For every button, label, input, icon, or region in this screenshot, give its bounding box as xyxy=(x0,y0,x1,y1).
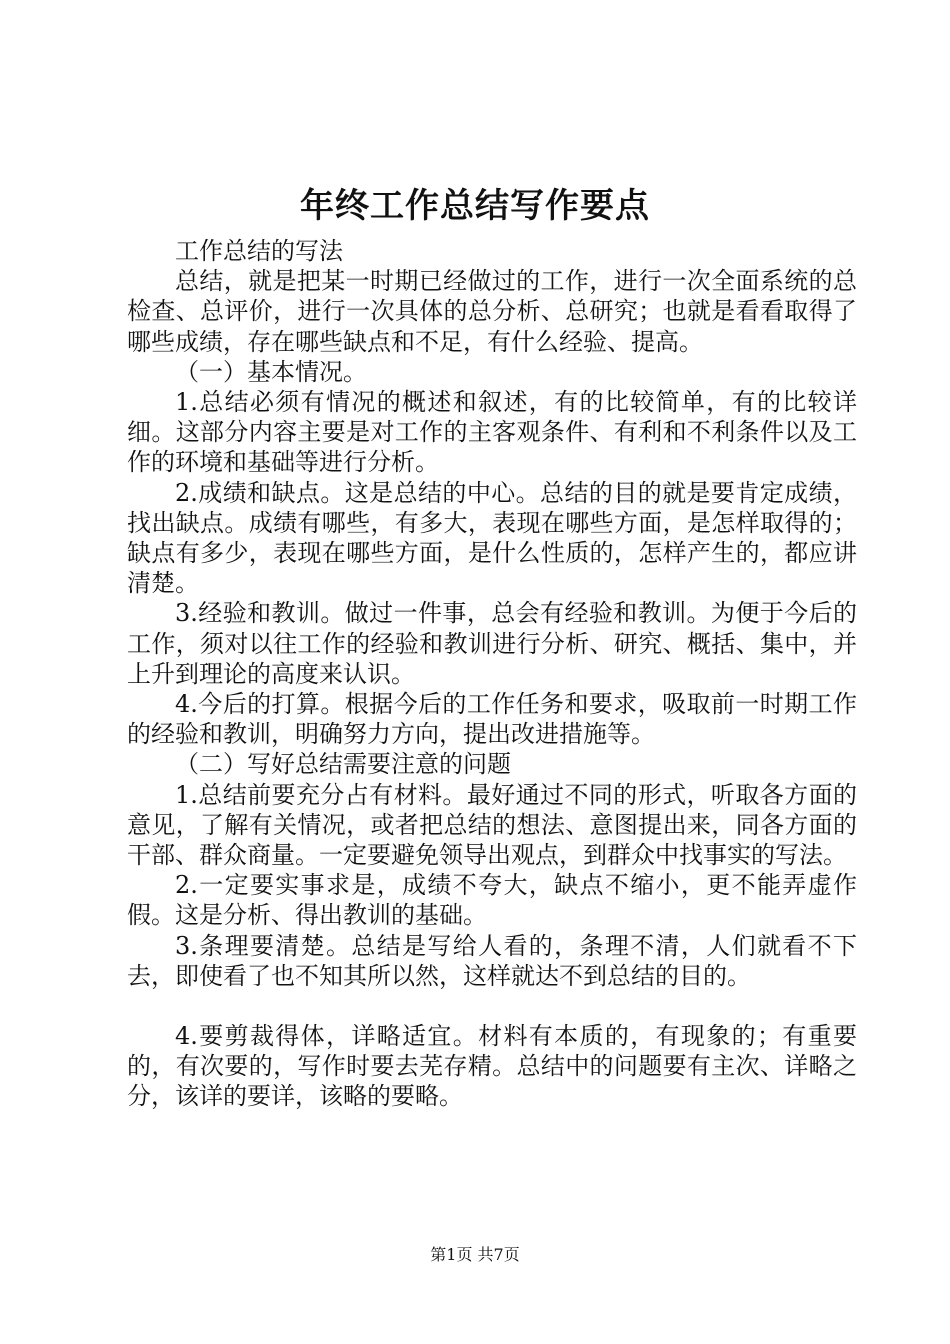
list-item-paragraph: 2.一定要实事求是，成绩不夸大，缺点不缩小，更不能弄虚作假。这是分析、得出教训的基础。 xyxy=(127,871,857,930)
list-item-paragraph: 1.总结必须有情况的概述和叙述，有的比较简单，有的比较详细。这部分内容主要是对工作的主客观条件、有利和不利条件以及工作的环境和基础等进行分析。 xyxy=(127,388,857,477)
section-heading: （二）写好总结需要注意的问题 xyxy=(175,750,511,779)
intro-paragraph: 总结，就是把某一时期已经做过的工作，进行一次全面系统的总检查、总评价，进行一次具体的总分析、总研究；也就是看看取得了哪些成绩，存在哪些缺点和不足，有什么经验、提高。 xyxy=(127,267,857,356)
list-item-paragraph: 1.总结前要充分占有材料。最好通过不同的形式，听取各方面的意见，了解有关情况，或者把总结的想法、意图提出来，同各方面的干部、群众商量。一定要避免领导出观点，到群众中找事实的写法。 xyxy=(127,780,857,870)
list-item-paragraph: 4.今后的打算。根据今后的工作任务和要求，吸取前一时期工作的经验和教训，明确努力方向，提出改进措施等。 xyxy=(127,690,857,749)
section-heading: 工作总结的写法 xyxy=(175,237,343,265)
document-body xyxy=(127,236,857,1112)
document-title: 年终工作总结写作要点 xyxy=(300,186,650,226)
section-heading: （一）基本情况。 xyxy=(175,357,367,386)
list-item-paragraph: 4.要剪裁得体，详略适宜。材料有本质的，有现象的；有重要的，有次要的，写作时要去芜存精。总结中的问题要有主次、详略之分，该详的要详，该略的要略。 xyxy=(127,1022,857,1111)
list-item-paragraph: 2.成绩和缺点。这是总结的中心。总结的目的就是要肯定成绩，找出缺点。成绩有哪些，有多大，表现在哪些方面，是怎样取得的；缺点有多少，表现在哪些方面，是什么性质的，怎样产生的，都应讲清楚。 xyxy=(127,478,857,598)
page-number: 第1页 共7页 xyxy=(430,1245,520,1264)
list-item-paragraph: 3.经验和教训。做过一件事，总会有经验和教训。为便于今后的工作，须对以往工作的经验和教训进行分析、研究、概括、集中，并上升到理论的高度来认识。 xyxy=(127,599,857,688)
list-item-paragraph: 3.条理要清楚。总结是写给人看的，条理不清，人们就看不下去，即使看了也不知其所以然，这样就达不到总结的目的。 xyxy=(127,931,857,990)
